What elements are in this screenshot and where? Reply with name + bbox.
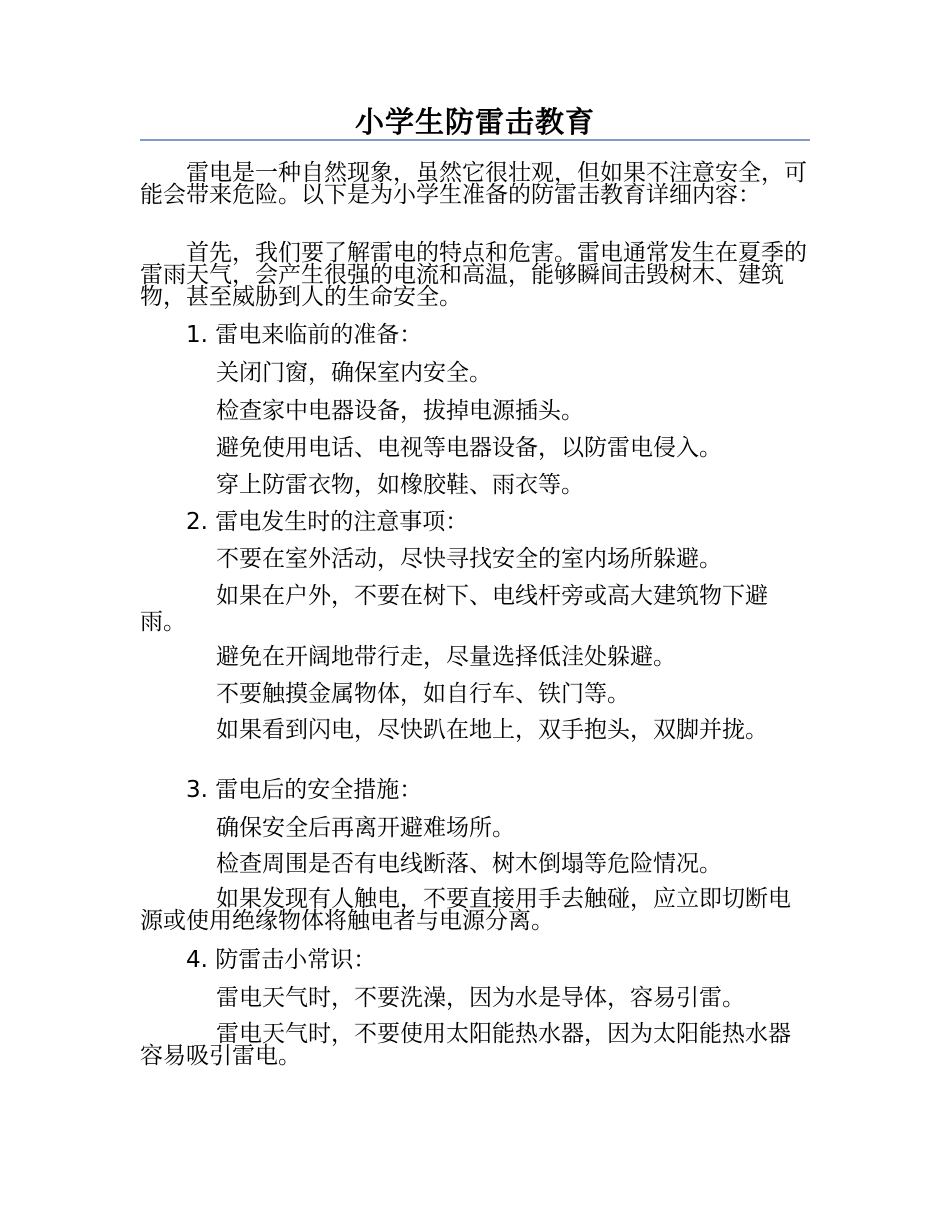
list-item: 不要在室外活动，尽快寻找安全的室内场所躲避。 bbox=[216, 546, 722, 572]
list-item: 穿上防雷衣物，如橡胶鞋、雨衣等。 bbox=[216, 472, 584, 498]
list-item: 关闭门窗，确保室内安全。 bbox=[216, 360, 492, 386]
list-item: 检查家中电器设备，拔掉电源插头。 bbox=[216, 398, 584, 424]
overview-paragraph: 首先，我们要了解雷电的特点和危害。雷电通常发生在夏季的雷雨天气，会产生很强的电流和高温，能够瞬间击毁树木、建筑物，甚至威胁到人的生命安全。 bbox=[140, 240, 807, 310]
list-item: 雷电天气时，不要使用太阳能热水器，因为太阳能热水器容易吸引雷电。 bbox=[140, 1021, 791, 1069]
list-item: 如果发现有人触电，不要直接用手去触碰，应立即切断电源或使用绝缘物体将触电者与电源分离。 bbox=[140, 886, 791, 934]
list-item: 确保安全后再离开避难场所。 bbox=[216, 815, 515, 841]
section-heading-2: 2. 雷电发生时的注意事项： bbox=[186, 509, 469, 535]
list-item: 如果看到闪电，尽快趴在地上，双手抱头，双脚并拢。 bbox=[216, 717, 768, 743]
title-underline bbox=[140, 139, 810, 141]
section-heading-4: 4. 防雷击小常识： bbox=[186, 947, 377, 973]
list-item: 如果在户外，不要在树下、电线杆旁或高大建筑物下避雨。 bbox=[140, 583, 768, 635]
section-heading-1: 1. 雷电来临前的准备： bbox=[186, 322, 423, 348]
list-item: 雷电天气时，不要洗澡，因为水是导体，容易引雷。 bbox=[216, 985, 745, 1011]
list-item: 避免使用电话、电视等电器设备，以防雷电侵入。 bbox=[216, 435, 722, 461]
page-title: 小学生防雷击教育 bbox=[354, 105, 595, 139]
intro-paragraph: 雷电是一种自然现象，虽然它很壮观，但如果不注意安全，可能会带来危险。以下是为小学生准备的防雷击教育详细内容： bbox=[140, 160, 807, 208]
list-item: 不要触摸金属物体，如自行车、铁门等。 bbox=[216, 681, 630, 707]
section-heading-3: 3. 雷电后的安全措施： bbox=[186, 777, 423, 803]
list-item: 避免在开阔地带行走，尽量选择低洼处躲避。 bbox=[216, 644, 676, 670]
list-item: 检查周围是否有电线断落、树木倒塌等危险情况。 bbox=[216, 851, 722, 877]
